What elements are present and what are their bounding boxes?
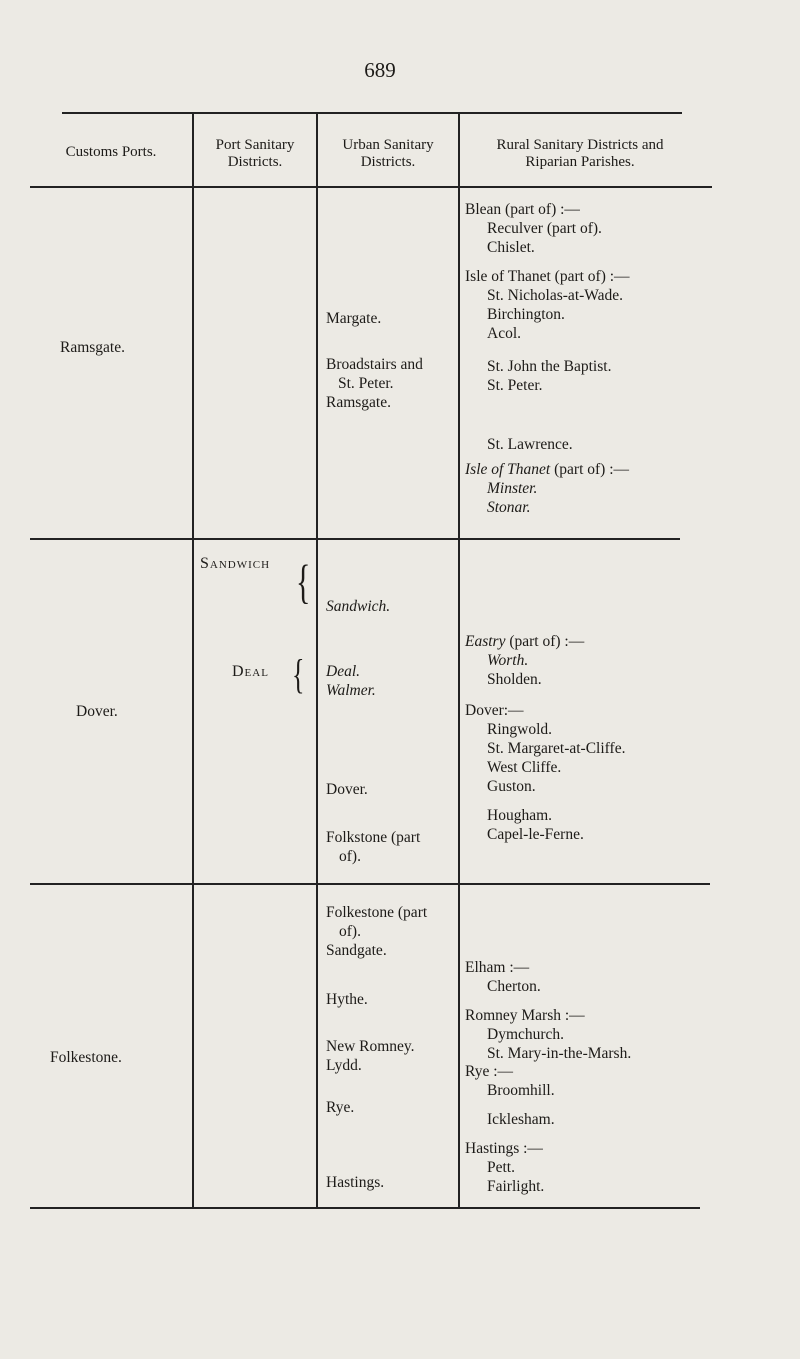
column-line-2 xyxy=(316,113,318,1207)
rural-sholden: Sholden. xyxy=(487,671,542,688)
brace-sandwich: { xyxy=(296,555,311,609)
port-sanitary-deal: Deal xyxy=(232,663,269,680)
header-rule xyxy=(30,186,712,188)
rural-romney: Romney Marsh :— xyxy=(465,1007,585,1024)
column-line-3 xyxy=(458,113,460,1207)
bottom-rule xyxy=(30,1207,700,1209)
rural-ramsgate-group-2 xyxy=(465,357,611,395)
rural-broomhill: Broomhill. xyxy=(487,1082,555,1099)
rural-birchington: Birchington. xyxy=(487,306,565,323)
rural-lawrence: St. Lawrence. xyxy=(487,436,573,453)
port-sanitary-sandwich: Sandwich xyxy=(200,555,271,572)
urban-dover: Dover. xyxy=(326,781,368,798)
rural-folkestone-group-2 xyxy=(465,1062,555,1196)
rural-worth: Worth. xyxy=(487,652,529,669)
rural-capel: Capel-le-Ferne. xyxy=(487,826,584,843)
customs-port-folkestone: Folkestone. xyxy=(50,1049,122,1066)
rural-eastry-italic: Eastry xyxy=(465,633,506,650)
urban-sandwich: Sandwich. xyxy=(326,598,391,615)
rural-ringwold: Ringwold. xyxy=(487,721,553,738)
rural-folkestone-group-1 xyxy=(465,958,631,1063)
rural-dover-group-2 xyxy=(465,701,625,844)
rural-eastry-rest: (part of) :— xyxy=(509,633,585,650)
rural-reculver: Reculver (part of). xyxy=(487,220,602,237)
rural-cherton: Cherton. xyxy=(487,978,541,995)
urban-deal: Deal. xyxy=(326,663,361,680)
rural-chislet: Chislet. xyxy=(487,239,535,256)
rural-elham: Elham :— xyxy=(465,959,530,976)
rural-ramsgate-group-1 xyxy=(465,200,630,343)
urban-folkestone-of: of). xyxy=(339,923,361,940)
rural-ramsgate-group-3 xyxy=(465,435,629,517)
rural-west-cliffe: West Cliffe. xyxy=(487,759,562,776)
header-urban-sanitary: Urban Sanitary Districts. xyxy=(342,137,434,170)
rural-peter: St. Peter. xyxy=(487,377,543,394)
rural-rye: Rye :— xyxy=(465,1063,514,1080)
rural-thanet-rest: (part of) :— xyxy=(554,461,630,478)
urban-hastings: Hastings. xyxy=(326,1174,385,1191)
rural-blean: Blean (part of) :— xyxy=(465,201,580,218)
dover-divider xyxy=(30,883,710,885)
urban-margate: Margate. xyxy=(326,310,382,327)
rural-thanet-italic: Isle of Thanet xyxy=(465,461,551,478)
rural-fairlight: Fairlight. xyxy=(487,1178,545,1195)
ramsgate-divider xyxy=(30,538,680,540)
urban-lydd: Lydd. xyxy=(326,1057,362,1074)
rural-nicholas: St. Nicholas-at-Wade. xyxy=(487,287,624,304)
rural-dover: Dover:— xyxy=(465,702,524,719)
header-customs-ports: Customs Ports. xyxy=(65,144,157,160)
brace-deal: { xyxy=(292,651,305,698)
urban-folkstone-of: of). xyxy=(339,848,361,865)
header-port-sanitary: Port Sanitary Districts. xyxy=(215,137,295,170)
rural-hougham: Hougham. xyxy=(487,807,553,824)
header-rural-sanitary: Rural Sanitary Districts and Riparian Parishes. xyxy=(496,137,664,170)
rural-dover-group-1 xyxy=(465,632,584,689)
urban-broadstairs: Broadstairs and xyxy=(326,356,423,373)
urban-st-peter: St. Peter. xyxy=(338,375,394,392)
rural-minster: Minster. xyxy=(487,480,538,497)
rural-pett: Pett. xyxy=(487,1159,515,1176)
customs-port-dover: Dover. xyxy=(76,703,118,720)
rural-guston: Guston. xyxy=(487,778,536,795)
urban-rye: Rye. xyxy=(326,1099,355,1116)
rural-hastings: Hastings :— xyxy=(465,1140,543,1157)
customs-port-ramsgate: Ramsgate. xyxy=(60,339,125,356)
rural-margaret: St. Margaret-at-Cliffe. xyxy=(487,740,626,757)
rural-acol: Acol. xyxy=(487,325,522,342)
top-rule xyxy=(62,112,682,114)
rural-dymchurch: Dymchurch. xyxy=(487,1026,565,1043)
rural-john: St. John the Baptist. xyxy=(487,358,612,375)
rural-thanet: Isle of Thanet (part of) :— xyxy=(465,268,630,285)
urban-new-romney: New Romney. xyxy=(326,1038,415,1055)
column-line-1 xyxy=(192,113,194,1207)
rural-mary: St. Mary-in-the-Marsh. xyxy=(487,1045,632,1062)
urban-folkestone-part: Folkestone (part xyxy=(326,904,428,921)
rural-stonar: Stonar. xyxy=(487,499,531,516)
urban-sandgate: Sandgate. xyxy=(326,942,387,959)
urban-folkstone: Folkstone (part xyxy=(326,829,421,846)
rural-icklesham: Icklesham. xyxy=(487,1111,555,1128)
urban-walmer: Walmer. xyxy=(326,682,376,699)
urban-hythe: Hythe. xyxy=(326,991,368,1008)
urban-ramsgate: Ramsgate. xyxy=(326,394,391,411)
page-number: 689 xyxy=(364,58,396,82)
